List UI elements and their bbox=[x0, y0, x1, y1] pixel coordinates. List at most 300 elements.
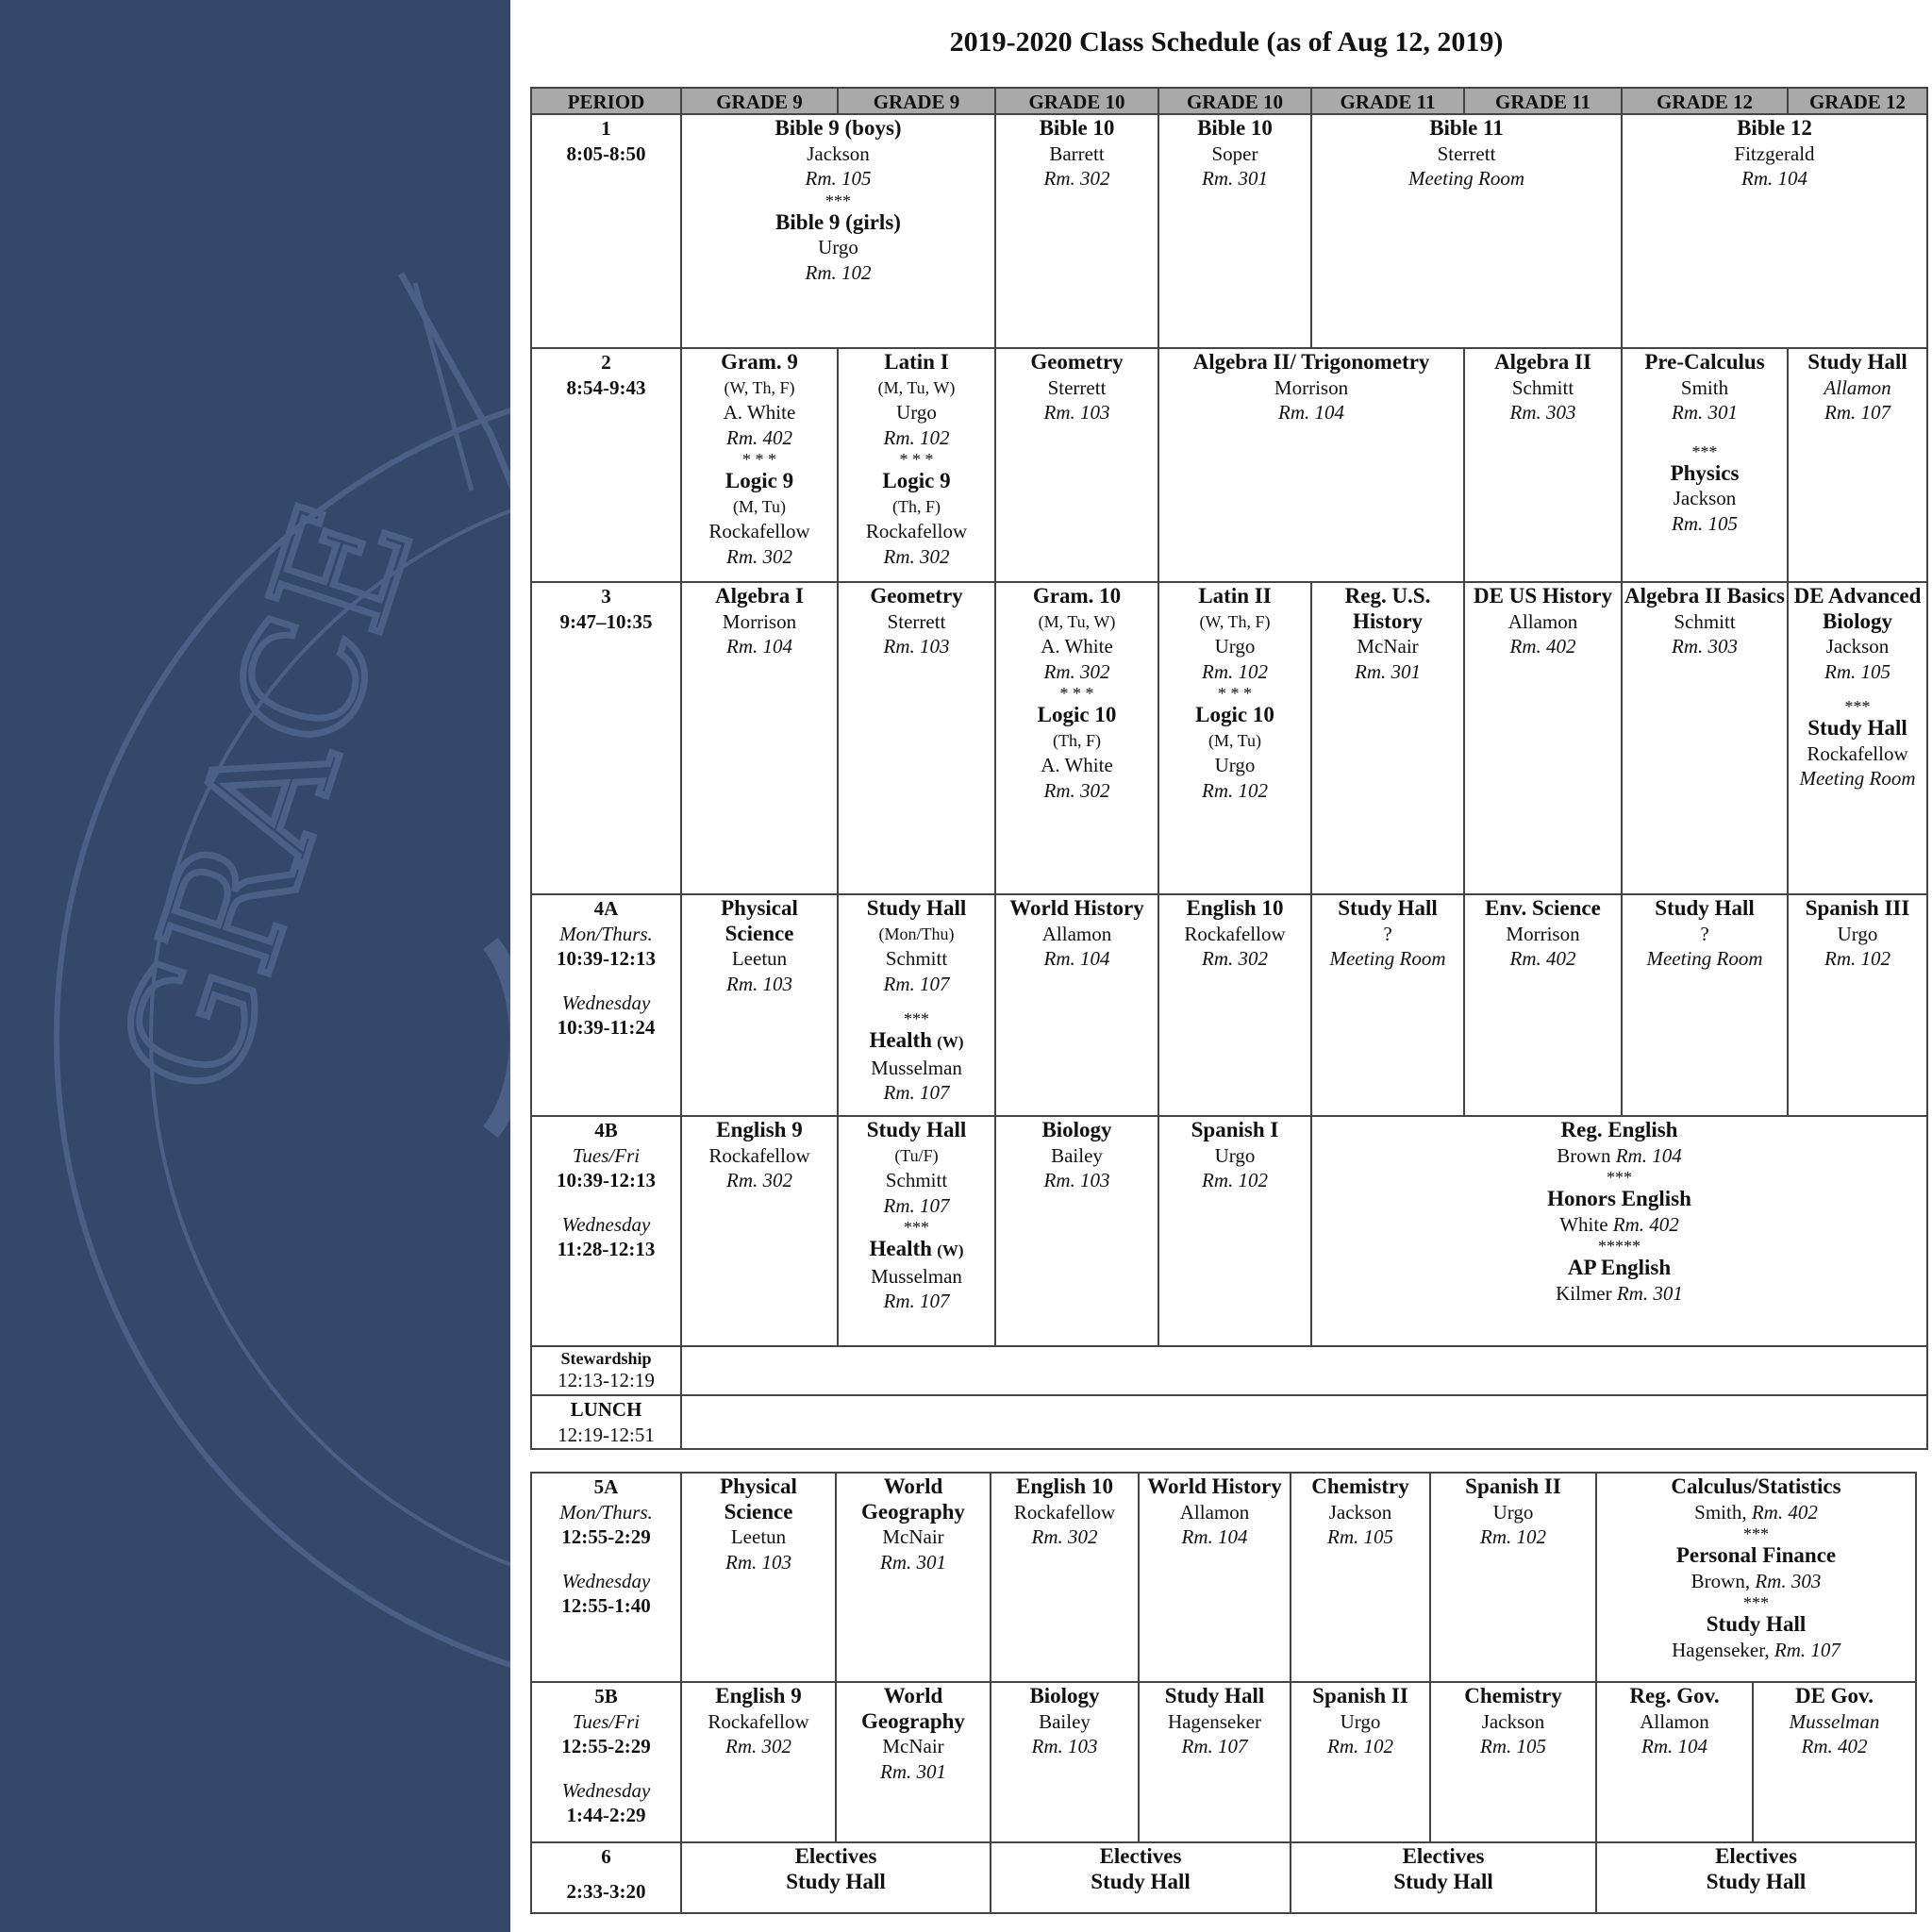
header-grade-12: GRADE 12 bbox=[1622, 88, 1788, 114]
class-cell bbox=[1622, 348, 1788, 582]
class-days: (Th, F) bbox=[1053, 730, 1101, 750]
class-cell bbox=[1430, 1473, 1596, 1682]
watermark-text: GRACE bbox=[85, 483, 450, 1116]
teacher-name: Musselman bbox=[871, 1264, 962, 1288]
room: Rm. 107 bbox=[883, 972, 950, 995]
class-name: Bible 10 bbox=[1197, 116, 1273, 140]
period-number: 5B bbox=[594, 1685, 618, 1707]
teacher-name: Urgo bbox=[1340, 1709, 1381, 1733]
teacher-name: Jackson bbox=[1673, 487, 1737, 509]
schedule-table-morning bbox=[530, 87, 1928, 1450]
class-days: (M, Tu) bbox=[732, 496, 787, 516]
class-name: Pre-Calculus bbox=[1644, 350, 1765, 374]
class-cell bbox=[1464, 894, 1622, 1116]
class-name: Geometry bbox=[1030, 350, 1124, 374]
separator: * * * bbox=[742, 450, 776, 469]
room: Rm. 107 bbox=[883, 1081, 950, 1104]
room: Rm. 102 bbox=[1202, 778, 1268, 802]
room: Rm. 302 bbox=[1043, 167, 1110, 190]
class-name: Study Hall bbox=[1164, 1684, 1265, 1707]
class-cell bbox=[681, 582, 838, 894]
header-grade-12: GRADE 12 bbox=[1788, 88, 1927, 114]
room: Meeting Room bbox=[1329, 947, 1446, 970]
teacher-name: Schmitt bbox=[1674, 609, 1736, 633]
class-cell bbox=[681, 894, 838, 1116]
empty-cell bbox=[681, 1346, 1927, 1395]
room: Rm. 105 bbox=[1327, 1525, 1393, 1548]
class-cell bbox=[681, 1842, 991, 1913]
header-row bbox=[531, 88, 1927, 114]
separator: *** bbox=[1607, 1168, 1632, 1187]
class-cell bbox=[991, 1842, 1291, 1913]
class-cell bbox=[1158, 348, 1464, 582]
room: Rm. 104 bbox=[1741, 167, 1807, 190]
room: Rm. 302 bbox=[1202, 947, 1268, 970]
room: Rm. 105 bbox=[1824, 659, 1890, 683]
room: Rm. 107 bbox=[1774, 1638, 1840, 1661]
room: Rm. 303 bbox=[1672, 635, 1738, 658]
class-days: (M, Tu) bbox=[1208, 730, 1262, 750]
teacher-name: Urgo bbox=[1214, 754, 1256, 776]
class-cell bbox=[1753, 1682, 1916, 1842]
class-name: Study Hall bbox=[1655, 896, 1755, 920]
class-name: English 10 bbox=[1186, 896, 1284, 920]
period-number: 1 bbox=[601, 117, 611, 140]
teacher-name: Morrison bbox=[1274, 375, 1349, 399]
class-name: World History bbox=[1009, 896, 1144, 920]
class-name: Geometry bbox=[870, 584, 963, 608]
teacher-name: Jackson bbox=[1328, 1500, 1392, 1524]
teacher-name: Schmitt bbox=[1511, 375, 1574, 399]
class-name: Electives bbox=[1402, 1844, 1485, 1868]
class-cell bbox=[995, 894, 1158, 1116]
teacher-name: Jackson bbox=[1481, 1709, 1545, 1733]
room: Rm. 102 bbox=[1824, 947, 1890, 970]
period-wednesday-time: 11:28-12:13 bbox=[557, 1238, 656, 1260]
room: Rm. 107 bbox=[883, 1290, 950, 1312]
period-time: 10:39-12:13 bbox=[557, 1169, 656, 1191]
class-cell bbox=[1622, 894, 1788, 1116]
class-days: (W, Th, F) bbox=[1199, 611, 1271, 631]
separator: *** bbox=[904, 1009, 929, 1028]
period-cell bbox=[531, 348, 681, 582]
class-cell bbox=[1139, 1682, 1291, 1842]
class-name: Honors English bbox=[1547, 1187, 1691, 1210]
room: Meeting Room bbox=[1799, 767, 1916, 790]
class-name: AP English bbox=[1567, 1256, 1672, 1279]
room: Rm. 107 bbox=[883, 1193, 950, 1217]
schedule-table-afternoon bbox=[530, 1472, 1917, 1914]
teacher-name: Allamon bbox=[1041, 922, 1112, 945]
room: Rm. 302 bbox=[725, 1735, 791, 1757]
teacher-name: Brown, bbox=[1690, 1569, 1751, 1592]
class-name: Study Hall bbox=[1091, 1869, 1191, 1893]
teacher-name: Rockafellow bbox=[1184, 922, 1286, 945]
class-cell bbox=[1158, 894, 1311, 1116]
room: Rm. 303 bbox=[1509, 401, 1576, 424]
room: Rm. 402 bbox=[1509, 947, 1576, 970]
header-grade-11: GRADE 11 bbox=[1464, 88, 1622, 114]
teacher-name: Rockafellow bbox=[1013, 1500, 1116, 1524]
teacher-name: Leetun bbox=[730, 1525, 787, 1548]
teacher-name: Urgo bbox=[896, 401, 937, 424]
room: Rm. 402 bbox=[1751, 1500, 1818, 1524]
class-name: Study Hall bbox=[866, 896, 967, 920]
class-name: Gram. 9 bbox=[721, 350, 798, 374]
class-name: Logic 9 bbox=[882, 469, 951, 492]
teacher-name: Bailey bbox=[1051, 1143, 1103, 1167]
teacher-name: Jackson bbox=[1825, 635, 1890, 658]
class-name: Algebra II bbox=[1494, 350, 1591, 374]
teacher-name: Schmitt bbox=[885, 1169, 948, 1191]
header-grade-10: GRADE 10 bbox=[1158, 88, 1311, 114]
class-cell bbox=[1158, 582, 1311, 894]
class-days: (W) bbox=[937, 1241, 964, 1259]
teacher-name: Urgo bbox=[1492, 1500, 1534, 1524]
class-name: Study Hall bbox=[1706, 1869, 1807, 1893]
class-days: (M, Tu, W) bbox=[877, 377, 956, 397]
room: Rm. 107 bbox=[1824, 401, 1890, 424]
teacher-name: A. White bbox=[1041, 635, 1113, 658]
teacher-name: Allamon bbox=[1824, 375, 1891, 399]
class-cell bbox=[995, 114, 1158, 348]
period-time: 12:55-2:29 bbox=[561, 1735, 651, 1757]
separator: *** bbox=[1743, 1593, 1769, 1612]
teacher-name: Brown bbox=[1557, 1143, 1611, 1167]
period-days: Tues/Fri bbox=[572, 1709, 641, 1733]
room: Rm. 301 bbox=[1355, 659, 1421, 683]
period-days: Mon/Thurs. bbox=[559, 1500, 653, 1524]
class-cell bbox=[1311, 114, 1622, 348]
grace-seal-watermark bbox=[0, 0, 510, 1932]
room: Rm. 302 bbox=[883, 544, 950, 568]
period-cell bbox=[531, 1346, 681, 1395]
class-name: Latin I bbox=[884, 350, 949, 374]
period-cell bbox=[531, 582, 681, 894]
teacher-name: Barrett bbox=[1049, 142, 1105, 165]
page-title: 2019-2020 Class Schedule (as of Aug 12, 2019) bbox=[949, 26, 1504, 58]
room: Rm. 104 bbox=[1181, 1525, 1248, 1548]
header-period: PERIOD bbox=[531, 88, 681, 114]
room: Rm. 302 bbox=[726, 544, 792, 568]
class-name: Gram. 10 bbox=[1032, 584, 1122, 608]
teacher-name: Fitzgerald bbox=[1734, 142, 1815, 165]
teacher-name: Smith bbox=[1680, 375, 1729, 399]
teacher-name: McNair bbox=[1357, 635, 1419, 658]
period-wednesday-time: 1:44-2:29 bbox=[566, 1804, 646, 1826]
room: Rm. 104 bbox=[726, 635, 792, 658]
teacher-name: Sterrett bbox=[887, 609, 946, 633]
room: Rm. 402 bbox=[1801, 1735, 1868, 1757]
class-name: Chemistry bbox=[1311, 1474, 1409, 1498]
header-grade-10: GRADE 10 bbox=[995, 88, 1158, 114]
period-3-row bbox=[531, 582, 1927, 894]
class-cell bbox=[838, 582, 995, 894]
teacher-name: Schmitt bbox=[885, 947, 948, 970]
room: Rm. 103 bbox=[725, 1550, 791, 1574]
class-cell bbox=[681, 1473, 836, 1682]
class-cell bbox=[1596, 1842, 1916, 1913]
teacher-name: Soper bbox=[1211, 142, 1258, 165]
teacher-name: Urgo bbox=[1214, 1143, 1256, 1167]
class-name: Bible 12 bbox=[1737, 116, 1812, 140]
class-days: (Th, F) bbox=[892, 496, 941, 516]
teacher-name: Sterrett bbox=[1047, 375, 1107, 399]
class-cell bbox=[1622, 114, 1927, 348]
class-cell bbox=[1596, 1682, 1753, 1842]
class-name: Electives bbox=[1715, 1844, 1797, 1868]
teacher-name: Urgo bbox=[1214, 635, 1256, 658]
teacher-name: Morrison bbox=[1506, 922, 1580, 945]
period-number: 3 bbox=[601, 585, 611, 608]
teacher-name: Hagenseker, bbox=[1672, 1638, 1770, 1661]
room: Rm. 301 bbox=[1616, 1281, 1683, 1305]
room: Rm. 105 bbox=[1672, 511, 1738, 535]
class-name: Algebra II Basics bbox=[1624, 584, 1785, 608]
period-5b-row bbox=[531, 1682, 1916, 1842]
class-name: Reg. English bbox=[1560, 1118, 1678, 1141]
teacher-name: Rockafellow bbox=[708, 520, 810, 542]
period-number: 6 bbox=[601, 1845, 611, 1868]
class-cell bbox=[1788, 348, 1927, 582]
class-name: English 9 bbox=[715, 1684, 802, 1707]
room: Rm. 301 bbox=[880, 1759, 946, 1783]
room: Rm. 102 bbox=[1202, 659, 1268, 683]
room: Rm. 302 bbox=[1031, 1525, 1098, 1548]
class-name: Study Hall bbox=[866, 1118, 967, 1141]
class-name: Study Hall bbox=[786, 1869, 886, 1893]
class-name: Spanish III bbox=[1805, 896, 1910, 920]
teacher-name: A. White bbox=[723, 401, 796, 424]
class-name: English 10 bbox=[1016, 1474, 1113, 1498]
class-name: DE Gov. bbox=[1794, 1684, 1874, 1707]
class-name: Physical Science bbox=[720, 1474, 797, 1524]
class-cell bbox=[1622, 582, 1788, 894]
class-name: Electives bbox=[794, 1844, 877, 1868]
period-time: 8:05-8:50 bbox=[566, 142, 646, 165]
class-cell bbox=[681, 1682, 836, 1842]
class-name: World Geography bbox=[861, 1684, 965, 1733]
class-name: DE Advanced Biology bbox=[1793, 584, 1922, 633]
room: Rm. 303 bbox=[1755, 1569, 1822, 1592]
period-time: 12:55-2:29 bbox=[561, 1525, 651, 1548]
teacher-name: ? bbox=[1383, 922, 1392, 945]
room: Rm. 402 bbox=[1612, 1212, 1679, 1236]
teacher-name: ? bbox=[1700, 922, 1709, 945]
room: Meeting Room bbox=[1407, 167, 1525, 190]
room: Rm. 105 bbox=[805, 167, 872, 190]
teacher-name: Musselman bbox=[1789, 1709, 1880, 1733]
teacher-name: Rockafellow bbox=[865, 520, 968, 542]
room: Rm. 107 bbox=[1181, 1735, 1248, 1757]
period-cell bbox=[531, 894, 681, 1116]
period-4b-row bbox=[531, 1116, 1927, 1346]
period-cell bbox=[531, 1116, 681, 1346]
class-cell bbox=[1596, 1473, 1916, 1682]
period-number: 4A bbox=[593, 897, 619, 920]
room: Meeting Room bbox=[1646, 947, 1763, 970]
class-name: Spanish I bbox=[1191, 1118, 1279, 1141]
class-cell bbox=[1291, 1842, 1596, 1913]
room: Rm. 102 bbox=[1480, 1525, 1546, 1548]
class-cell bbox=[1311, 1116, 1927, 1346]
period-cell bbox=[531, 1473, 681, 1682]
room: Rm. 302 bbox=[726, 1169, 792, 1191]
room: Rm. 103 bbox=[726, 972, 792, 995]
header-grade-9: GRADE 9 bbox=[838, 88, 995, 114]
teacher-name: Allamon bbox=[1640, 1709, 1709, 1733]
period-5a-row bbox=[531, 1473, 1916, 1682]
header-grade-9: GRADE 9 bbox=[681, 88, 838, 114]
room: Rm. 102 bbox=[883, 425, 950, 449]
class-cell bbox=[995, 348, 1158, 582]
room: Rm. 104 bbox=[1278, 401, 1344, 424]
class-name: DE US History bbox=[1474, 584, 1612, 608]
class-name: Physical Science bbox=[721, 896, 798, 945]
period-days: Tues/Fri bbox=[572, 1143, 641, 1167]
sidebar-panel bbox=[0, 0, 510, 1932]
teacher-name: A. White bbox=[1041, 754, 1113, 776]
class-name: Physics bbox=[1670, 460, 1740, 485]
class-cell bbox=[991, 1473, 1139, 1682]
separator: *** bbox=[1844, 697, 1871, 716]
class-cell bbox=[838, 348, 995, 582]
class-cell bbox=[1311, 582, 1464, 894]
class-name: Health bbox=[869, 1237, 932, 1260]
room: Rm. 301 bbox=[880, 1550, 946, 1574]
teacher-name: Allamon bbox=[1507, 609, 1578, 633]
teacher-name: Rockafellow bbox=[708, 1143, 810, 1167]
room: Rm. 102 bbox=[805, 260, 872, 284]
period-cell bbox=[531, 1842, 681, 1913]
class-cell bbox=[1311, 894, 1464, 1116]
class-name: Spanish II bbox=[1312, 1684, 1408, 1707]
period-wednesday-time: 10:39-11:24 bbox=[557, 1016, 656, 1039]
room: Rm. 104 bbox=[1615, 1143, 1682, 1167]
class-cell bbox=[1291, 1682, 1430, 1842]
period-time: 2:33-3:20 bbox=[566, 1879, 646, 1903]
room: Rm. 402 bbox=[1509, 635, 1576, 658]
period-1-row bbox=[531, 114, 1927, 348]
room: Rm. 103 bbox=[1031, 1735, 1098, 1757]
room: Rm. 301 bbox=[1202, 167, 1268, 190]
class-name: Logic 10 bbox=[1037, 703, 1117, 726]
teacher-name: McNair bbox=[882, 1525, 944, 1548]
period-label: LUNCH bbox=[570, 1398, 642, 1421]
teacher-name: McNair bbox=[882, 1735, 944, 1757]
stewardship-row bbox=[531, 1346, 1927, 1395]
separator: ***** bbox=[1598, 1237, 1641, 1256]
separator: * * * bbox=[1059, 684, 1094, 703]
period-time: 12:13-12:19 bbox=[558, 1369, 655, 1391]
class-name: Bible 11 bbox=[1429, 116, 1504, 140]
room: Rm. 103 bbox=[1043, 1169, 1110, 1191]
room: Rm. 102 bbox=[1202, 1169, 1268, 1191]
class-name: Reg. Gov. bbox=[1629, 1684, 1720, 1707]
class-name: Electives bbox=[1099, 1844, 1182, 1868]
class-name: Bible 9 (girls) bbox=[775, 209, 901, 234]
class-name: Algebra II/ Trigonometry bbox=[1192, 350, 1430, 374]
class-name: Calculus/Statistics bbox=[1671, 1474, 1841, 1498]
period-number: 4B bbox=[594, 1119, 618, 1141]
class-cell bbox=[1291, 1473, 1430, 1682]
room: Rm. 302 bbox=[1043, 778, 1110, 802]
separator: *** bbox=[1691, 441, 1718, 461]
teacher-name: White bbox=[1559, 1212, 1608, 1236]
class-cell bbox=[1158, 114, 1311, 348]
period-time: 12:19-12:51 bbox=[558, 1423, 655, 1446]
period-wednesday: Wednesday bbox=[561, 1569, 651, 1592]
class-name: Health bbox=[869, 1028, 932, 1052]
class-name: Study Hall bbox=[1807, 716, 1907, 740]
class-cell bbox=[681, 348, 838, 582]
class-cell bbox=[1139, 1473, 1291, 1682]
class-cell bbox=[995, 1116, 1158, 1346]
teacher-name: Rockafellow bbox=[1807, 741, 1908, 765]
class-days: (M, Tu, W) bbox=[1038, 611, 1116, 631]
teacher-name: Smith, bbox=[1694, 1500, 1747, 1524]
empty-cell bbox=[681, 1395, 1927, 1449]
class-cell bbox=[1464, 348, 1622, 582]
room: Rm. 104 bbox=[1043, 947, 1110, 970]
class-cell bbox=[838, 894, 995, 1116]
period-wednesday: Wednesday bbox=[561, 1778, 651, 1802]
period-6-row bbox=[531, 1842, 1916, 1913]
period-wednesday: Wednesday bbox=[561, 1212, 651, 1236]
class-name: Study Hall bbox=[1807, 350, 1907, 374]
class-name: Study Hall bbox=[1338, 896, 1438, 920]
class-name: Study Hall bbox=[1706, 1612, 1807, 1636]
class-name: Biology bbox=[1029, 1684, 1100, 1707]
class-name: Chemistry bbox=[1464, 1684, 1562, 1707]
teacher-name: Hagenseker bbox=[1167, 1709, 1262, 1733]
period-time: 10:39-12:13 bbox=[557, 947, 656, 970]
room: Rm. 301 bbox=[1672, 401, 1738, 424]
teacher-name: Bailey bbox=[1039, 1709, 1091, 1733]
class-name: Env. Science bbox=[1485, 896, 1601, 920]
room: Rm. 104 bbox=[1641, 1735, 1707, 1757]
class-cell bbox=[838, 1116, 995, 1346]
class-name: English 9 bbox=[716, 1118, 803, 1141]
teacher-name: Morrison bbox=[722, 609, 797, 633]
class-cell bbox=[995, 582, 1158, 894]
class-cell bbox=[836, 1473, 991, 1682]
separator: * * * bbox=[1218, 684, 1252, 703]
class-name: Logic 9 bbox=[724, 469, 794, 492]
separator: * * * bbox=[899, 450, 934, 469]
teacher-name: Jackson bbox=[807, 142, 870, 165]
class-name: Spanish II bbox=[1465, 1474, 1561, 1498]
class-name: Algebra I bbox=[715, 584, 804, 608]
class-days: (Mon/Thu) bbox=[878, 924, 955, 943]
period-2-row bbox=[531, 348, 1927, 582]
room: Rm. 105 bbox=[1480, 1735, 1546, 1757]
period-wednesday-time: 12:55-1:40 bbox=[561, 1594, 651, 1617]
class-name: World Geography bbox=[861, 1474, 965, 1524]
class-cell bbox=[1430, 1682, 1596, 1842]
class-cell bbox=[1158, 1116, 1311, 1346]
room: Rm. 402 bbox=[726, 425, 792, 449]
teacher-name: Musselman bbox=[871, 1056, 962, 1079]
class-name: Latin II bbox=[1198, 584, 1272, 608]
room: Rm. 302 bbox=[1043, 659, 1110, 683]
period-cell bbox=[531, 114, 681, 348]
teacher-name: Urgo bbox=[1837, 922, 1878, 945]
room: Rm. 103 bbox=[883, 635, 950, 658]
teacher-name: Rockafellow bbox=[708, 1709, 809, 1733]
class-name: World History bbox=[1147, 1474, 1282, 1498]
period-cell bbox=[531, 1682, 681, 1842]
